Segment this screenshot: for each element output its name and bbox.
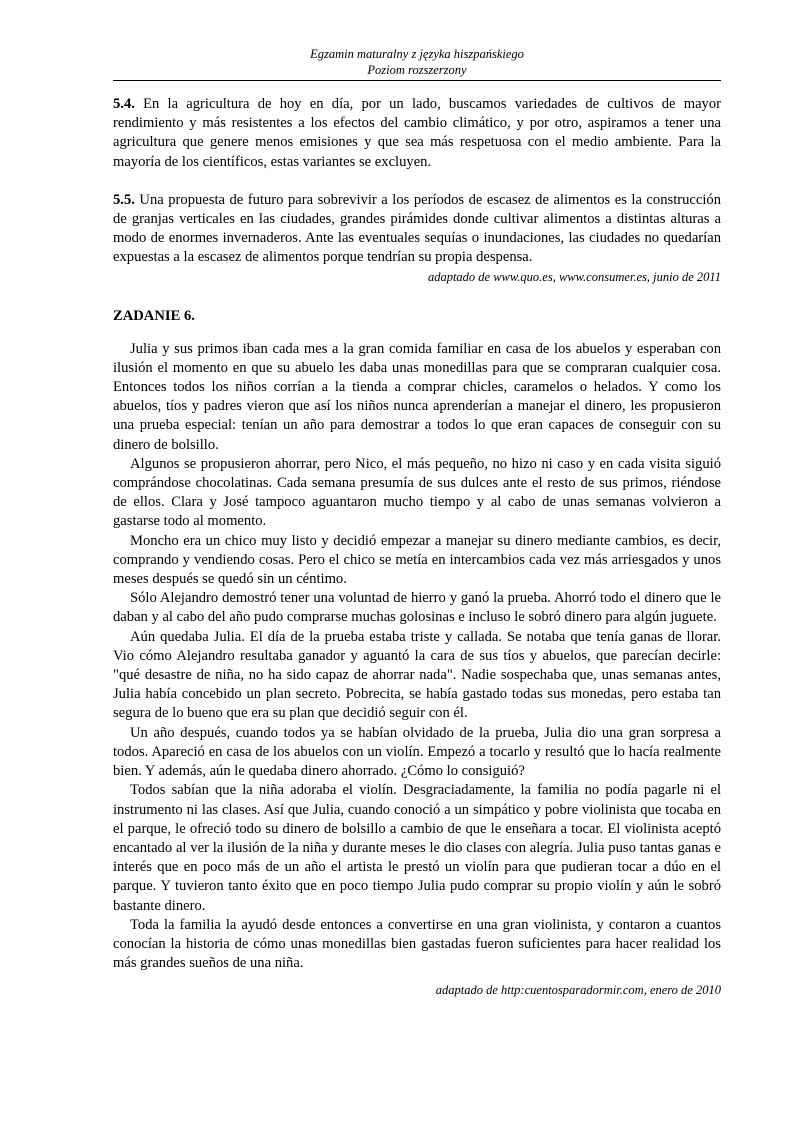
story-paragraph: Sólo Alejandro demostró tener una voluntad de hierro y ganó la prueba. Ahorró todo el dinero que le daban y al cabo del año pudo comprarse muchas golosinas e incluso le sobró dinero para algún juguete. xyxy=(113,590,721,626)
story-paragraph: Todos sabían que la niña adoraba el violín. Desgraciadamente, la familia no podía pagarle ni el instrumento ni las clases. Así que Julia, cuando conoció a un simpático y pobre violinista que tocaba en el parque, le ofreció todo su dinero de bolsillo a cambio de que le enseñara a tocar. El violinista aceptó encantado al ver la ilusión de la niña y durante meses le dio clases con alegría. Julia puso tantas ganas e interés que en poco más de un año el artista le prestó un violín para que pudieran tocar a dúo en el parque. Y tuvieron tanto éxito que en poco tiempo Julia pudo comprar su propio violín y aún le sobró bastante dinero. xyxy=(113,782,721,914)
item-text: En la agricultura de hoy en día, por un lado, buscamos variedades de cultivos de mayor rendimiento y más resistentes a los efectos del cambio climático, y por otro, aspiramos a tener una agricultura que genere menos emisiones y que sea más respetuosa con el medio ambiente. Para la mayoría de los científicos, estas variantes se excluyen. xyxy=(113,96,721,170)
header-level: Poziom rozszerzony xyxy=(367,63,467,77)
item-5-4 xyxy=(113,95,721,172)
story-paragraph: Aún quedaba Julia. El día de la prueba estaba triste y callada. Se notaba que tenía ganas de llorar. Vio cómo Alejandro resultaba ganador y aguantó la cara de sus tíos y abuelos, que parecían decirle: "qué desastre de niña, no ha sido capaz de ahorrar nada". Nadie sospechaba que, unas semanas antes, Julia había concebido un plan secreto. Pobrecita, se había gastado todas sus monedas, pero estaba tan segura de lo bueno que era su plan que decidió seguir con él. xyxy=(113,628,721,722)
story-paragraph: Toda la familia la ayudó desde entonces a convertirse en una gran violinista, y contaron a cuantos conocían la historia de cómo unas monedillas bien gastadas fueron suficientes para hacer realidad los más grandes sueños de una niña. xyxy=(113,916,721,972)
story-paragraph: Moncho era un chico muy listo y decidió empezar a manejar su dinero mediante cambios, es decir, comprando y vendiendo cosas. Pero el chico se metía en intercambios cada vez más arriesgados y unos meses después se quedó sin un céntimo. xyxy=(113,532,721,588)
item-text: Una propuesta de futuro para sobrevivir a los períodos de escasez de alimentos es la construcción de granjas verticales en las ciudades, grandes pirámides donde cultivar alimentos a distintas alturas a modo de enormes invernaderos. Ante las eventuales sequías o inundaciones, las ciudades no quedarían expuestas a la escasez de alimentos porque tendrían su propia despensa. xyxy=(113,191,722,266)
item-number: 5.5. xyxy=(113,191,135,208)
story-paragraph: Un año después, cuando todos ya se habían olvidado de la prueba, Julia dio una gran sorpresa a todos. Apareció en casa de los abuelos con un violín. Empezó a tocarlo y resultó que lo hacía realmente bien. Y además, aún le quedaba dinero ahorrado. ¿Cómo lo consiguió? xyxy=(113,724,721,780)
page-header xyxy=(113,46,721,81)
exam-page xyxy=(113,46,721,998)
source-citation-1: adaptado de www.quo.es, www.consumer.es, junio de 2011 xyxy=(427,269,721,284)
header-exam-title: Egzamin maturalny z języka hiszpańskiego xyxy=(310,47,524,61)
story-text xyxy=(113,340,721,974)
source-citation-2: adaptado de http:cuentosparadormir.com, enero de 2010 xyxy=(435,983,721,998)
story-paragraph: Algunos se propusieron ahorrar, pero Nico, el más pequeño, no hizo ni caso y en cada visita siguió comprándose chocolatinas. Cada semana presumía de sus dulces ante el resto de sus primos, riéndose de ellos. Clara y José tampoco aguantaron mucho tiempo y al cabo de unas semanas volvieron a gastarse todo al momento. xyxy=(113,455,721,530)
task-heading: ZADANIE 6. xyxy=(113,307,195,324)
story-paragraph: Julia y sus primos iban cada mes a la gran comida familiar en casa de los abuelos y esperaban con ilusión el momento en que su abuelo les daba unas monedillas para que se compraran cualquier cosa. Entonces todos los niños corrían a la tienda a comprar chicles, caramelos o helados. Y como los abuelos, tíos y padres vieron que así los niños nunca aprenderían a manejar el dinero, les propusieron una prueba especial: tenían un año para demostrar a todos lo que eran capaces de conseguir con su dinero de bolsillo. xyxy=(113,340,721,453)
item-5-5 xyxy=(113,191,721,268)
item-number: 5.4. xyxy=(113,96,135,112)
